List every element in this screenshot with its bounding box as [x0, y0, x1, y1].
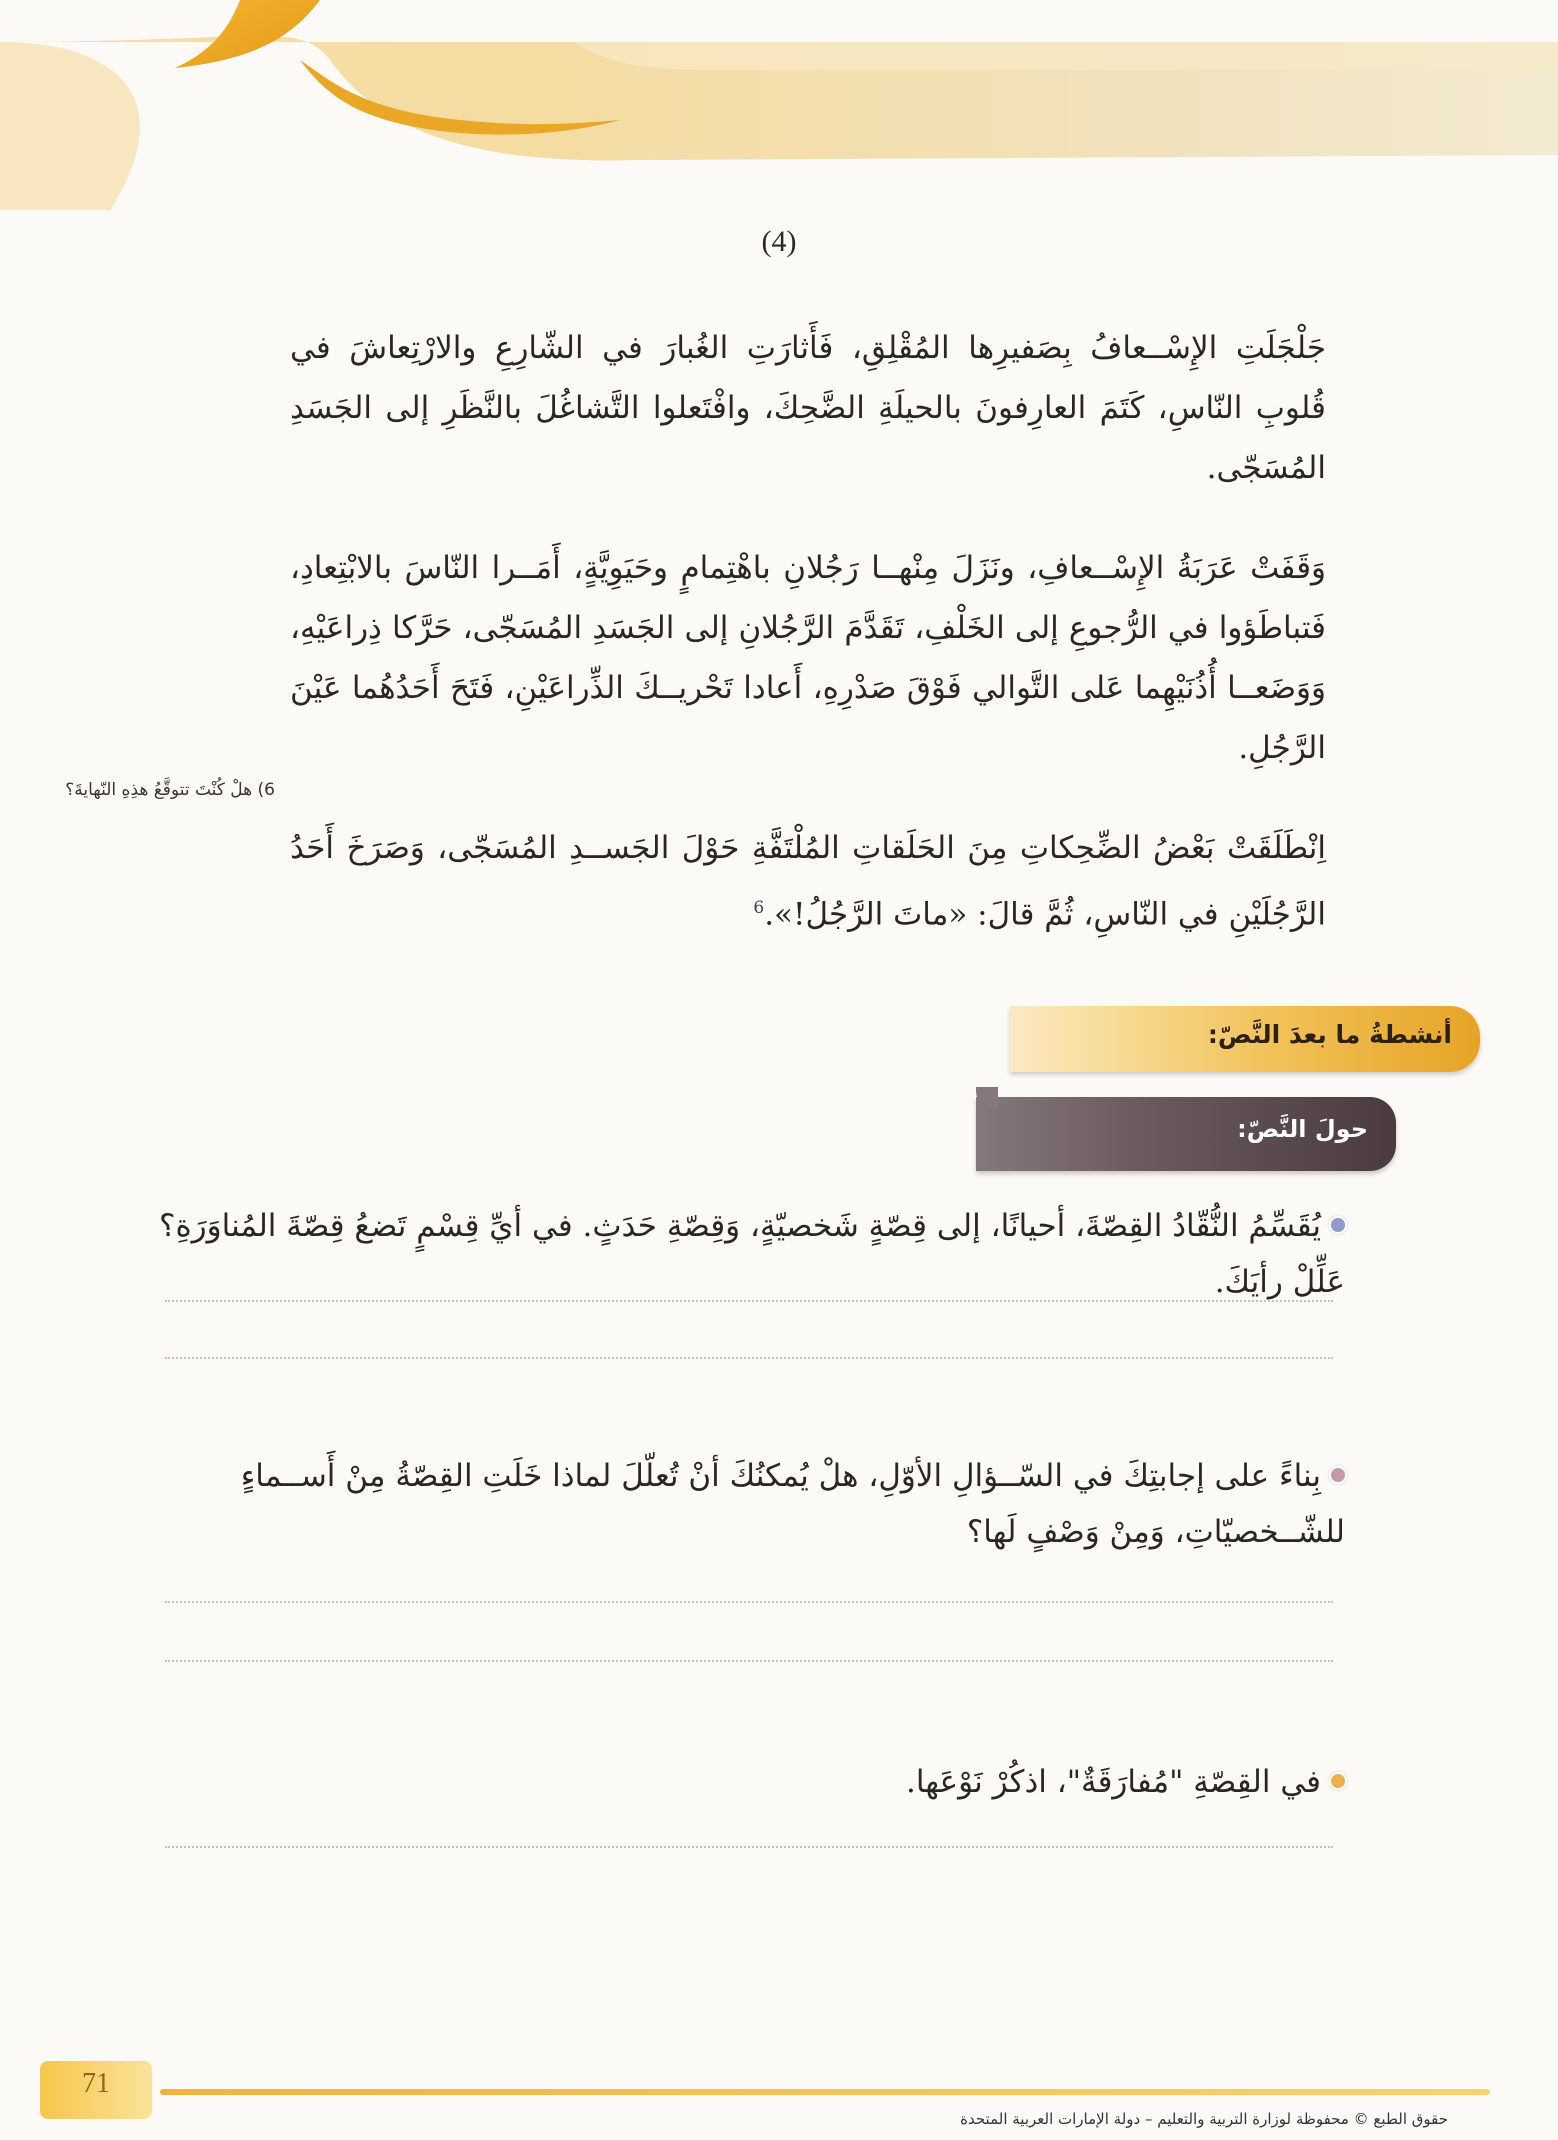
page-number: 71 — [82, 2068, 110, 2099]
footnote-marker: 6 — [753, 898, 765, 918]
answer-line-2a[interactable] — [165, 1601, 1333, 1603]
section-number: (4) — [761, 225, 797, 258]
answer-line-1a[interactable] — [165, 1300, 1333, 1302]
story-paragraph-1: جَلْجَلَتِ الإِسْــعافُ بِصَفيرِها المُقْلِقِ، فَأَثارَتِ الغُبارَ في الشّارِعِ والارْتِعاشَ في قُلوبِ النّاسِ، كَتَمَ العارِفونَ بالحيلَةِ الضَّحِكَ، وافْتَعلوا التَّشاغُلَ بالنَّظَرِ إلى الجَسَدِ المُسَجّى. — [290, 330, 1326, 486]
about-text-header-label: حولَ النَّصّ: — [1237, 1115, 1368, 1143]
answer-line-2b[interactable] — [165, 1660, 1333, 1662]
copyright-notice: حقوق الطبع © محفوظة لوزارة التربية والتعليم – دولة الإمارات العربية المتحدة — [960, 2110, 1448, 2128]
footer-rule — [160, 2089, 1490, 2095]
margin-note: 6) هلْ كُنْتَ تتوقَّعُ هذِهِ النّهايةَ؟ — [65, 780, 275, 800]
about-text-header — [976, 1097, 1396, 1171]
story-text — [290, 318, 1326, 984]
answer-line-1b[interactable] — [165, 1357, 1333, 1359]
question-2-text: بِناءً على إجابتِكَ في السّــؤالِ الأوّلِ، هلْ يُمكنُكَ أنْ تُعلّلَ لماذا خَلَتِ القِصّةُ مِنْ أَســماءٍ للشّــخصيّاتِ، وَمِنْ وَصْفٍ لَها؟ — [240, 1458, 1345, 1550]
question-3-text: في القِصّةِ "مُفارَقَةٌ"، اذكُرْ نَوْعَها. — [906, 1764, 1321, 1800]
activities-header-label: أنشطةُ ما بعدَ النَّصّ: — [1207, 1020, 1452, 1049]
bullet-icon — [1331, 1218, 1345, 1232]
question-1-text: يُقَسِّمُ النُّقّادُ القِصّةَ، أحيانًا، إلى قِصّةٍ شَخصيّةٍ، وَقِصّةِ حَدَثٍ. في أيِّ قِسْمٍ تَضعُ قِصّةَ المُناوَرَةِ؟ عَلِّلْ رأيَكَ. — [158, 1208, 1345, 1300]
activities-header — [1010, 1006, 1480, 1072]
top-banner-decoration — [0, 0, 1558, 230]
question-3 — [145, 1754, 1345, 1810]
bullet-icon — [1331, 1468, 1345, 1482]
question-2 — [145, 1448, 1345, 1560]
story-paragraph-3 — [290, 818, 1326, 944]
story-paragraph-3-text: اِنْطَلَقَتْ بَعْضُ الضِّحِكاتِ مِنَ الحَلَقاتِ المُلْتَفَّةِ حَوْلَ الجَســدِ المُسَجّى، وَصَرَخَ أَحَدُ الرَّجُلَيْنِ في النّاسِ، ثُمَّ قالَ: «ماتَ الرَّجُلُ!». — [290, 830, 1326, 933]
question-1 — [145, 1198, 1345, 1310]
bullet-icon — [1331, 1774, 1345, 1788]
answer-line-3a[interactable] — [165, 1846, 1333, 1848]
story-paragraph-2: وَقَفَتْ عَرَبَةُ الإِسْــعافِ، ونَزَلَ مِنْهــا رَجُلانِ باهْتِمامٍ وحَيَوِيَّةٍ، أَمَــرا النّاسَ بالابْتِعادِ، فَتباطَؤوا في الرُّجوعِ إلى الخَلْفِ، تَقَدَّمَ الرَّجُلانِ إلى الجَسَدِ المُسَجّى، حَرَّكا ذِراعَيْهِ، وَوَضَعــا أُذُنَيْهِما عَلى التَّوالي فَوْقَ صَدْرِهِ، أَعادا تَحْريــكَ الذِّراعَيْنِ، فَتَحَ أَحَدُهُما عَيْنَ الرَّجُلِ. — [290, 550, 1326, 766]
